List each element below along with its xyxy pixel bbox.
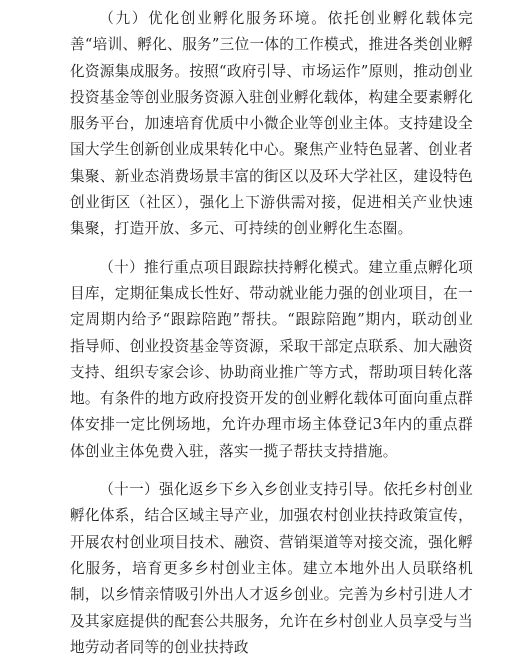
paragraph-eleven: （十一）强化返乡下乡入乡创业支持引导。依托乡村创业孵化体系，结合区域主导产业，加强农村创业扶持政策宣传，开展农村创业项目技术、融资、营销渠道等对接交流，强化孵化服务，培育更多乡村创业主体。建立本地外出人员联络机制，以乡情亲情吸引外出人才返乡创业。完善为乡村引进人才及其家庭提供的配套公共服务，允许在乡村创业人员享受与当地劳动者同等的创业扶持政 [70,481,473,656]
paragraph-nine: （九）优化创业孵化服务环境。依托创业孵化载体完善“培训、孵化、服务”三位一体的工作模式，推进各类创业孵化资源集成服务。按照“政府引导、市场运作”原则，推动创业投资基金等创业服务资源入驻创业孵化载体，构建全要素孵化服务平台，加速培育优质中小微企业等创业主体。支持建设全国大学生创新创业成果转化中心。聚焦产业特色显著、创业者集聚、新业态消费场景丰富的街区以及环大学社区，建设特色创业街区（社区），强化上下游供需对接，促进相关产业快速集聚，打造开放、多元、可持续的创业孵化生态圈。 [70,10,473,238]
paragraph-ten: （十）推行重点项目跟踪扶持孵化模式。建立重点孵化项目库，定期征集成长性好、带动就业能力强的创业项目，在一定周期内给予“跟踪陪跑”帮扶。“跟踪陪跑”期内，联动创业指导师、创业投资基金等资源，采取干部定点联系、加大融资支持、组织专家会诊、协助商业推广等方式，帮助项目转化落地。有条件的地方政府投资开发的创业孵化载体可面向重点群体安排一定比例场地，允许办理市场主体登记3年内的重点群体创业主体免费入驻，落实一揽子帮扶支持措施。 [70,258,473,460]
